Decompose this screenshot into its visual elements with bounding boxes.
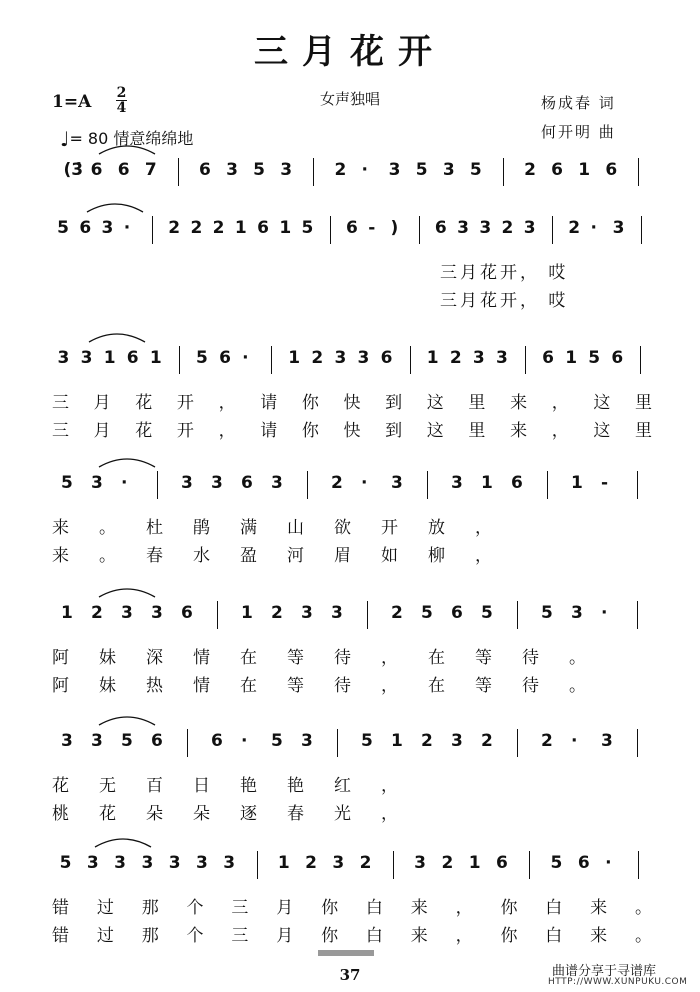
- note: 6: [199, 160, 211, 180]
- note: 2: [568, 218, 581, 238]
- note: 3: [168, 853, 181, 873]
- bar-line: [503, 158, 504, 186]
- meter-bottom: 4: [116, 100, 127, 116]
- note: 3: [331, 603, 343, 623]
- quarter-note-icon: ♩: [60, 127, 70, 151]
- lyric-verse-1: 花无百日艳艳红，: [52, 776, 428, 796]
- note: 5: [61, 473, 73, 493]
- bar-line: [313, 158, 314, 186]
- note: 2: [271, 603, 283, 623]
- notation-row: [0, 603, 700, 627]
- note: 3: [121, 603, 133, 623]
- lyric-verse-1: 错过那个三月你白来，你白来。: [52, 898, 680, 918]
- notation-row: [0, 731, 700, 755]
- note: 6: [496, 853, 508, 873]
- bar-line: [337, 729, 338, 757]
- note: 1: [391, 731, 403, 751]
- note: 6: [542, 348, 554, 368]
- note: 3: [91, 731, 103, 751]
- note: 1: [426, 348, 439, 368]
- bar-line: [178, 158, 179, 186]
- note: ·: [601, 603, 608, 623]
- bar-line: [517, 729, 518, 757]
- note: 3: [601, 731, 613, 751]
- note: 2: [481, 731, 493, 751]
- note: 5: [301, 218, 314, 238]
- note: 3: [86, 853, 99, 873]
- note: 2: [190, 218, 203, 238]
- note: 5: [550, 853, 563, 873]
- note: 6: [151, 731, 163, 751]
- note: ·: [121, 473, 128, 493]
- note: 2: [501, 218, 514, 238]
- note: 2: [331, 473, 343, 493]
- note: 3: [211, 473, 223, 493]
- note: 5: [481, 603, 493, 623]
- note: 3: [61, 731, 73, 751]
- performance-type: 女声独唱: [319, 90, 380, 108]
- bar-line: [641, 216, 642, 244]
- watermark: 曲谱分享于寻谱库: [552, 964, 657, 979]
- note: 2: [168, 218, 181, 238]
- lyric-verse-2: 三月花开，请你快到这里来，这里: [52, 421, 677, 441]
- note: 6: [611, 348, 624, 368]
- lyric-verse-2: 阿妹热情在等待，在等待。: [52, 676, 616, 696]
- meter-top: 2: [116, 85, 127, 101]
- note: 6: [511, 473, 523, 493]
- note: 3: [523, 218, 536, 238]
- note: 6: [605, 160, 618, 180]
- note: 1: [149, 348, 162, 368]
- note: 3: [101, 218, 114, 238]
- slur-mark: [97, 142, 157, 156]
- note: 3: [141, 853, 154, 873]
- note: 3: [472, 348, 485, 368]
- note: 3: [223, 853, 236, 873]
- note: 3: [451, 473, 463, 493]
- note: 2: [311, 348, 324, 368]
- note: 1: [279, 218, 292, 238]
- note: 1: [481, 473, 493, 493]
- lyric-verse-1: 三月花开， 哎: [440, 263, 569, 283]
- bar-line: [179, 346, 180, 374]
- note: 6: [577, 853, 590, 873]
- notation-row: [0, 853, 700, 877]
- lyric-verse-2: 三月花开， 哎: [440, 291, 569, 311]
- note: 5: [588, 348, 601, 368]
- note: 7: [144, 160, 157, 180]
- note: 2: [421, 731, 433, 751]
- note: 1: [571, 473, 583, 493]
- lyric-verse-1: 阿妹深情在等待，在等待。: [52, 648, 616, 668]
- note: 6: [451, 603, 463, 623]
- note: 3: [114, 853, 127, 873]
- page-ornament: [318, 950, 374, 956]
- bar-line: [271, 346, 272, 374]
- bar-line: [640, 346, 641, 374]
- note: 2: [91, 603, 103, 623]
- note: -: [601, 473, 609, 493]
- slur-mark: [97, 713, 157, 727]
- note: 2: [541, 731, 553, 751]
- bar-line: [257, 851, 258, 879]
- note: 3: [181, 473, 193, 493]
- bar-line: [427, 471, 428, 499]
- note: 6: [126, 348, 139, 368]
- note: 3: [91, 473, 103, 493]
- note: 1: [468, 853, 481, 873]
- note: 3: [571, 603, 583, 623]
- note: ·: [571, 731, 578, 751]
- bar-line: [367, 601, 368, 629]
- slur-mark: [87, 330, 147, 344]
- bar-line: [517, 601, 518, 629]
- composer-credit: 何开明 曲: [541, 123, 616, 141]
- note: 3: [451, 731, 463, 751]
- note: 5: [415, 160, 428, 180]
- bar-line: [525, 346, 526, 374]
- lyric-verse-1: 三月花开，请你快到这里来，这里: [52, 393, 677, 413]
- note: 5: [271, 731, 283, 751]
- note: 1: [288, 348, 301, 368]
- bar-line: [637, 471, 638, 499]
- bar-line: [307, 471, 308, 499]
- bar-line: [419, 216, 420, 244]
- note: 3: [280, 160, 293, 180]
- note: 3: [442, 160, 455, 180]
- note: 5: [57, 218, 69, 238]
- bar-line: [157, 471, 158, 499]
- note: 3: [391, 473, 403, 493]
- note: 1: [241, 603, 253, 623]
- page-number: 37: [339, 966, 361, 984]
- note: 3: [226, 160, 238, 180]
- note: 3: [151, 603, 163, 623]
- note: 2: [212, 218, 225, 238]
- note: 2: [449, 348, 462, 368]
- tempo-text: = 80 情意绵绵地: [69, 129, 194, 148]
- note: 1: [565, 348, 578, 368]
- note: 2: [305, 853, 317, 873]
- note: 1: [578, 160, 591, 180]
- bar-line: [552, 216, 553, 244]
- bar-line: [217, 601, 218, 629]
- bar-line: [152, 216, 153, 244]
- note: 6: [90, 160, 103, 180]
- note: 5: [361, 731, 373, 751]
- note: 3: [271, 473, 283, 493]
- lyric-verse-2: 来。春水盈河眉如柳，: [52, 546, 522, 566]
- note: ): [390, 218, 399, 238]
- slur-mark: [93, 835, 153, 849]
- note: 3: [80, 348, 93, 368]
- note: 3: [479, 218, 492, 238]
- slur-mark: [97, 585, 157, 599]
- slur-mark: [97, 455, 157, 469]
- slur-mark: [85, 200, 145, 214]
- bar-line: [638, 158, 639, 186]
- note: 3: [457, 218, 469, 238]
- notation-row: [0, 473, 700, 497]
- notation-row: [0, 160, 700, 184]
- bar-line: [637, 601, 638, 629]
- lyric-verse-1: 来。杜鹃满山欲开放，: [52, 518, 522, 538]
- note: 6: [211, 731, 223, 751]
- bar-line: [410, 346, 411, 374]
- note: ·: [361, 160, 368, 180]
- note: 2: [359, 853, 372, 873]
- note: 3: [334, 348, 347, 368]
- watermark-url: HTTP://WWW.XUNPUKU.COM: [548, 977, 688, 987]
- bar-line: [393, 851, 394, 879]
- bar-line: [547, 471, 548, 499]
- note: 3: [357, 348, 370, 368]
- note: 1: [103, 348, 116, 368]
- note: 5: [59, 853, 72, 873]
- note: 6: [346, 218, 358, 238]
- lyric-verse-2: 桃花朵朵逐春光，: [52, 804, 428, 824]
- note: 1: [61, 603, 73, 623]
- bar-line: [187, 729, 188, 757]
- key-signature: 1=A: [52, 92, 92, 112]
- note: 6: [79, 218, 92, 238]
- note: 5: [253, 160, 266, 180]
- note: 1: [277, 853, 290, 873]
- note: ·: [590, 218, 597, 238]
- bar-line: [529, 851, 530, 879]
- note: 5: [421, 603, 433, 623]
- note: 3: [414, 853, 427, 873]
- lyric-verse-2: 错过那个三月你白来，你白来。: [52, 926, 680, 946]
- note: 5: [469, 160, 482, 180]
- note: -: [368, 218, 376, 238]
- note: 6: [117, 160, 130, 180]
- note: 5: [121, 731, 133, 751]
- note: 5: [196, 348, 208, 368]
- note: 6: [257, 218, 269, 238]
- note: 2: [334, 160, 347, 180]
- note: 2: [441, 853, 454, 873]
- note: (3̇: [63, 160, 84, 180]
- note: 3: [332, 853, 345, 873]
- note: 6: [181, 603, 193, 623]
- note: 3: [301, 731, 313, 751]
- song-title: 三月花开: [254, 32, 446, 72]
- note: 3: [496, 348, 508, 368]
- note: 6: [241, 473, 253, 493]
- note: 2: [391, 603, 403, 623]
- note: 6: [219, 348, 231, 368]
- note: 6: [434, 218, 447, 238]
- note: ·: [361, 473, 368, 493]
- lyricist-credit: 杨成春 词: [541, 94, 616, 112]
- note: 3: [196, 853, 208, 873]
- note: ·: [605, 853, 612, 873]
- bar-line: [637, 729, 638, 757]
- note: 3: [388, 160, 401, 180]
- bar-line: [330, 216, 331, 244]
- note: 2: [524, 160, 536, 180]
- note: 6: [380, 348, 393, 368]
- note: 3: [612, 218, 625, 238]
- note: 3: [57, 348, 70, 368]
- note: ·: [123, 218, 131, 238]
- note: 5: [541, 603, 553, 623]
- note: ·: [242, 348, 249, 368]
- bar-line: [638, 851, 639, 879]
- note: 3: [301, 603, 313, 623]
- note: 1: [234, 218, 247, 238]
- note: ·: [241, 731, 248, 751]
- note: 6: [551, 160, 564, 180]
